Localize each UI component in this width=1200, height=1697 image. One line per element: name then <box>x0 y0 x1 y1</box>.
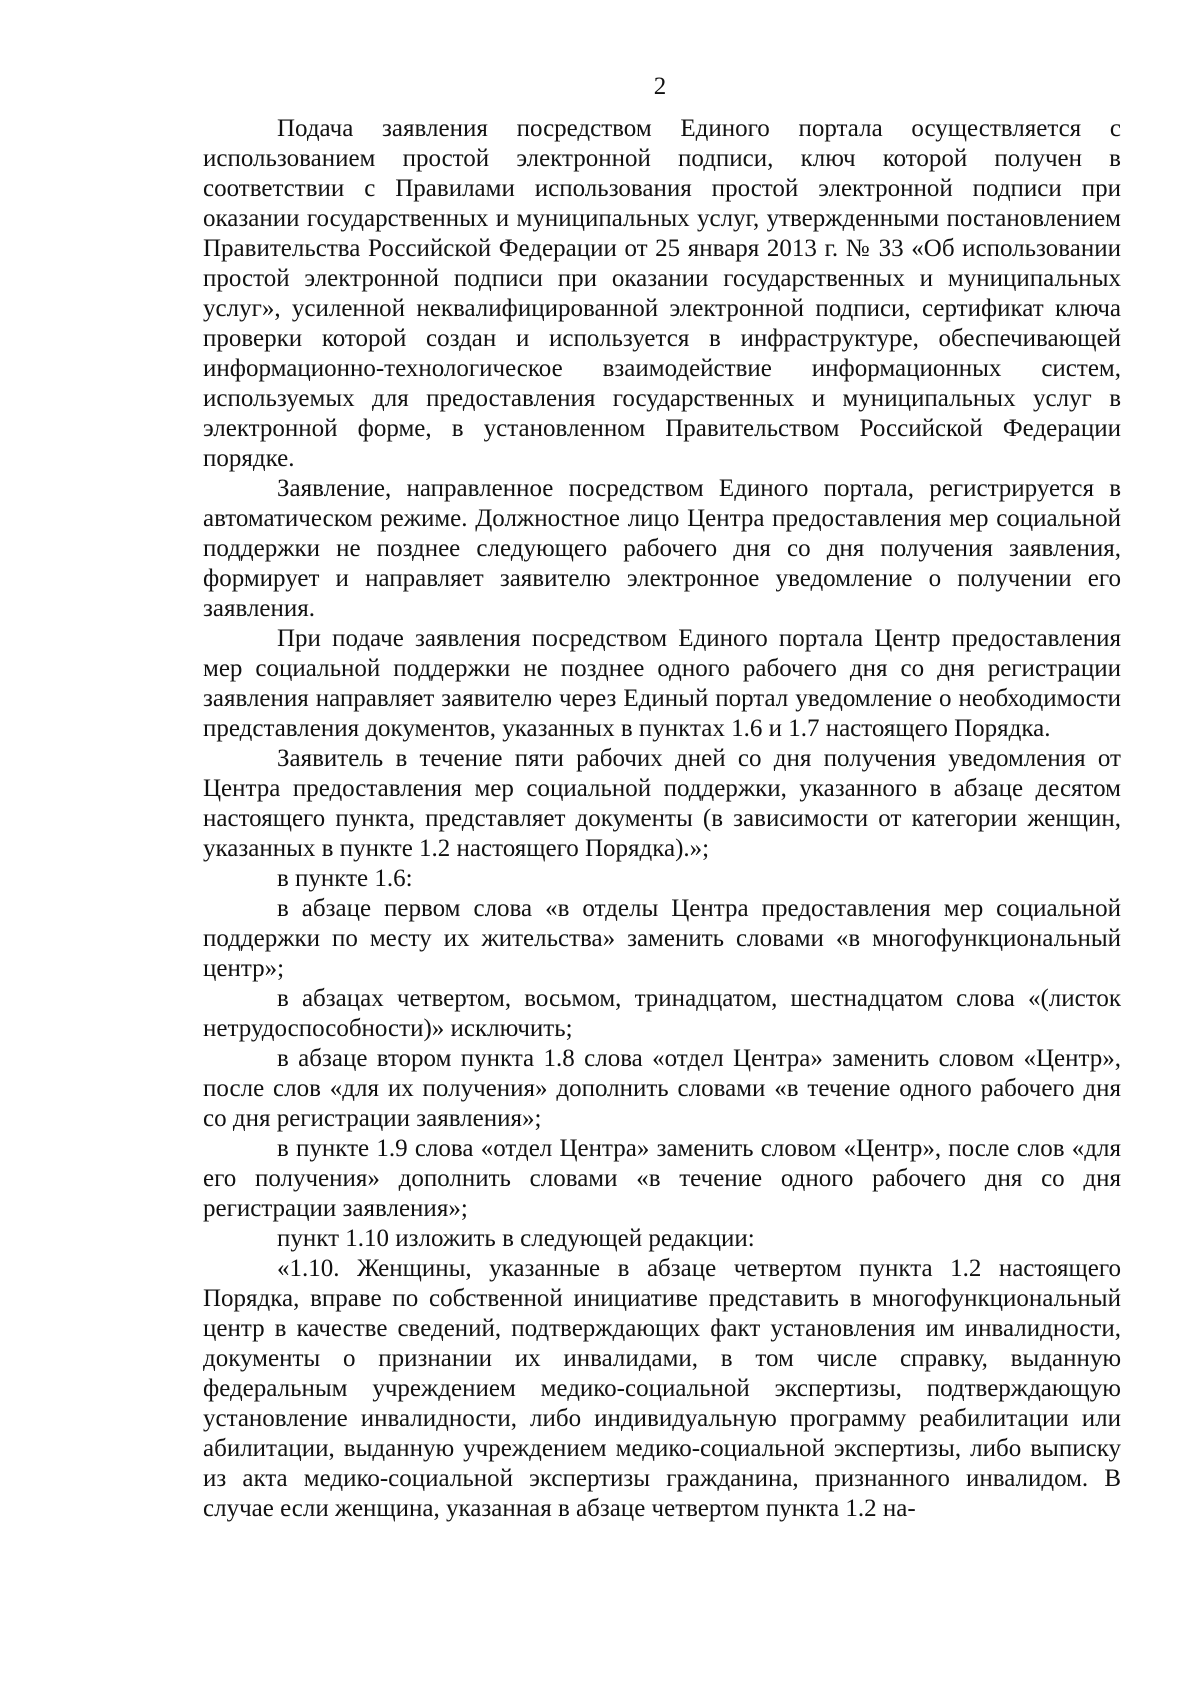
paragraph-clause-1-6-first: в абзаце первом слова «в отделы Центра предоставления мер социальной поддержки по месту их жительства» заменить словами «в многофункциональный центр»; <box>203 895 1121 982</box>
paragraph-clause-1-6-sick-leave: в абзацах четвертом, восьмом, тринадцатом, шестнадцатом слова «(листок нетрудоспособности)» исключить; <box>203 985 1121 1042</box>
document-body <box>203 114 1121 1524</box>
page-number: 2 <box>653 73 667 100</box>
paragraph-clause-1-8: в абзаце втором пункта 1.8 слова «отдел Центра» заменить словом «Центр», после слов «для их получения» дополнить словами «в течение одного рабочего дня со дня регистрации заявления»; <box>203 1045 1121 1132</box>
paragraph-clause-1-6: в пункте 1.6: <box>277 865 413 892</box>
paragraph-applicant-deadline: Заявитель в течение пяти рабочих дней со дня получения уведомления от Центра предоставления мер социальной поддержки, указанного в абзаце десятом настоящего пункта, представляет документы (в зависимости от категории женщин, указанных в пункте 1.2 настоящего Порядка).»; <box>203 745 1121 862</box>
paragraph-registration: Заявление, направленное посредством Единого портала, регистрируется в автоматическом режиме. Должностное лицо Центра предоставления мер социальной поддержки не позднее следующего рабочего дня со дня получения заявления, формирует и направляет заявителю электронное уведомление о получении его заявления. <box>203 475 1121 622</box>
paragraph-clause-1-10-text: «1.10. Женщины, указанные в абзаце четвертом пункта 1.2 настоящего Порядка, вправе по собственной инициативе представить в многофункциональный центр в качестве сведений, подтверждающих факт установления им инвалидности, документы о признании их инвалидами, в том числе справку, выданную федеральным учреждением медико-социальной экспертизы, подтверждающую установление инвалидности, либо индивидуальную программу реабилитации или абилитации, выданную учреждением медико-социальной экспертизы, либо выписку из акта медико-социальной экспертизы гражданина, признанного инвалидом. В случае если женщина, указанная в абзаце четвертом пункта 1.2 на- <box>203 1255 1121 1522</box>
paragraph-clause-1-9: в пункте 1.9 слова «отдел Центра» заменить словом «Центр», после слов «для его получения» дополнить словами «в течение одного рабочего дня со дня регистрации заявления»; <box>203 1135 1121 1222</box>
paragraph-document-request: При подаче заявления посредством Единого портала Центр предоставления мер социальной поддержки не позднее одного рабочего дня со дня регистрации заявления направляет заявителю через Единый портал уведомление о необходимости представления документов, указанных в пунктах 1.6 и 1.7 настоящего Порядка. <box>203 625 1121 742</box>
paragraph-portal-signature: Подача заявления посредством Единого портала осуществляется с использованием простой электронной подписи, ключ которой получен в соответствии с Правилами использования простой электронной подписи при оказании государственных и муниципальных услуг, утвержденными постановлением Правительства Российской Федерации от 25 января 2013 г. № 33 «Об использовании простой электронной подписи при оказании государственных и муниципальных услуг», усиленной неквалифицированной электронной подписи, сертификат ключа проверки которой создан и используется в инфраструктуре, обеспечивающей информационно-технологическое взаимодействие информационных систем, используемых для предоставления государственных и муниципальных услуг в электронной форме, в установленном Правительством Российской Федерации порядке. <box>203 115 1121 472</box>
paragraph-clause-1-10-intro: пункт 1.10 изложить в следующей редакции: <box>277 1225 755 1252</box>
